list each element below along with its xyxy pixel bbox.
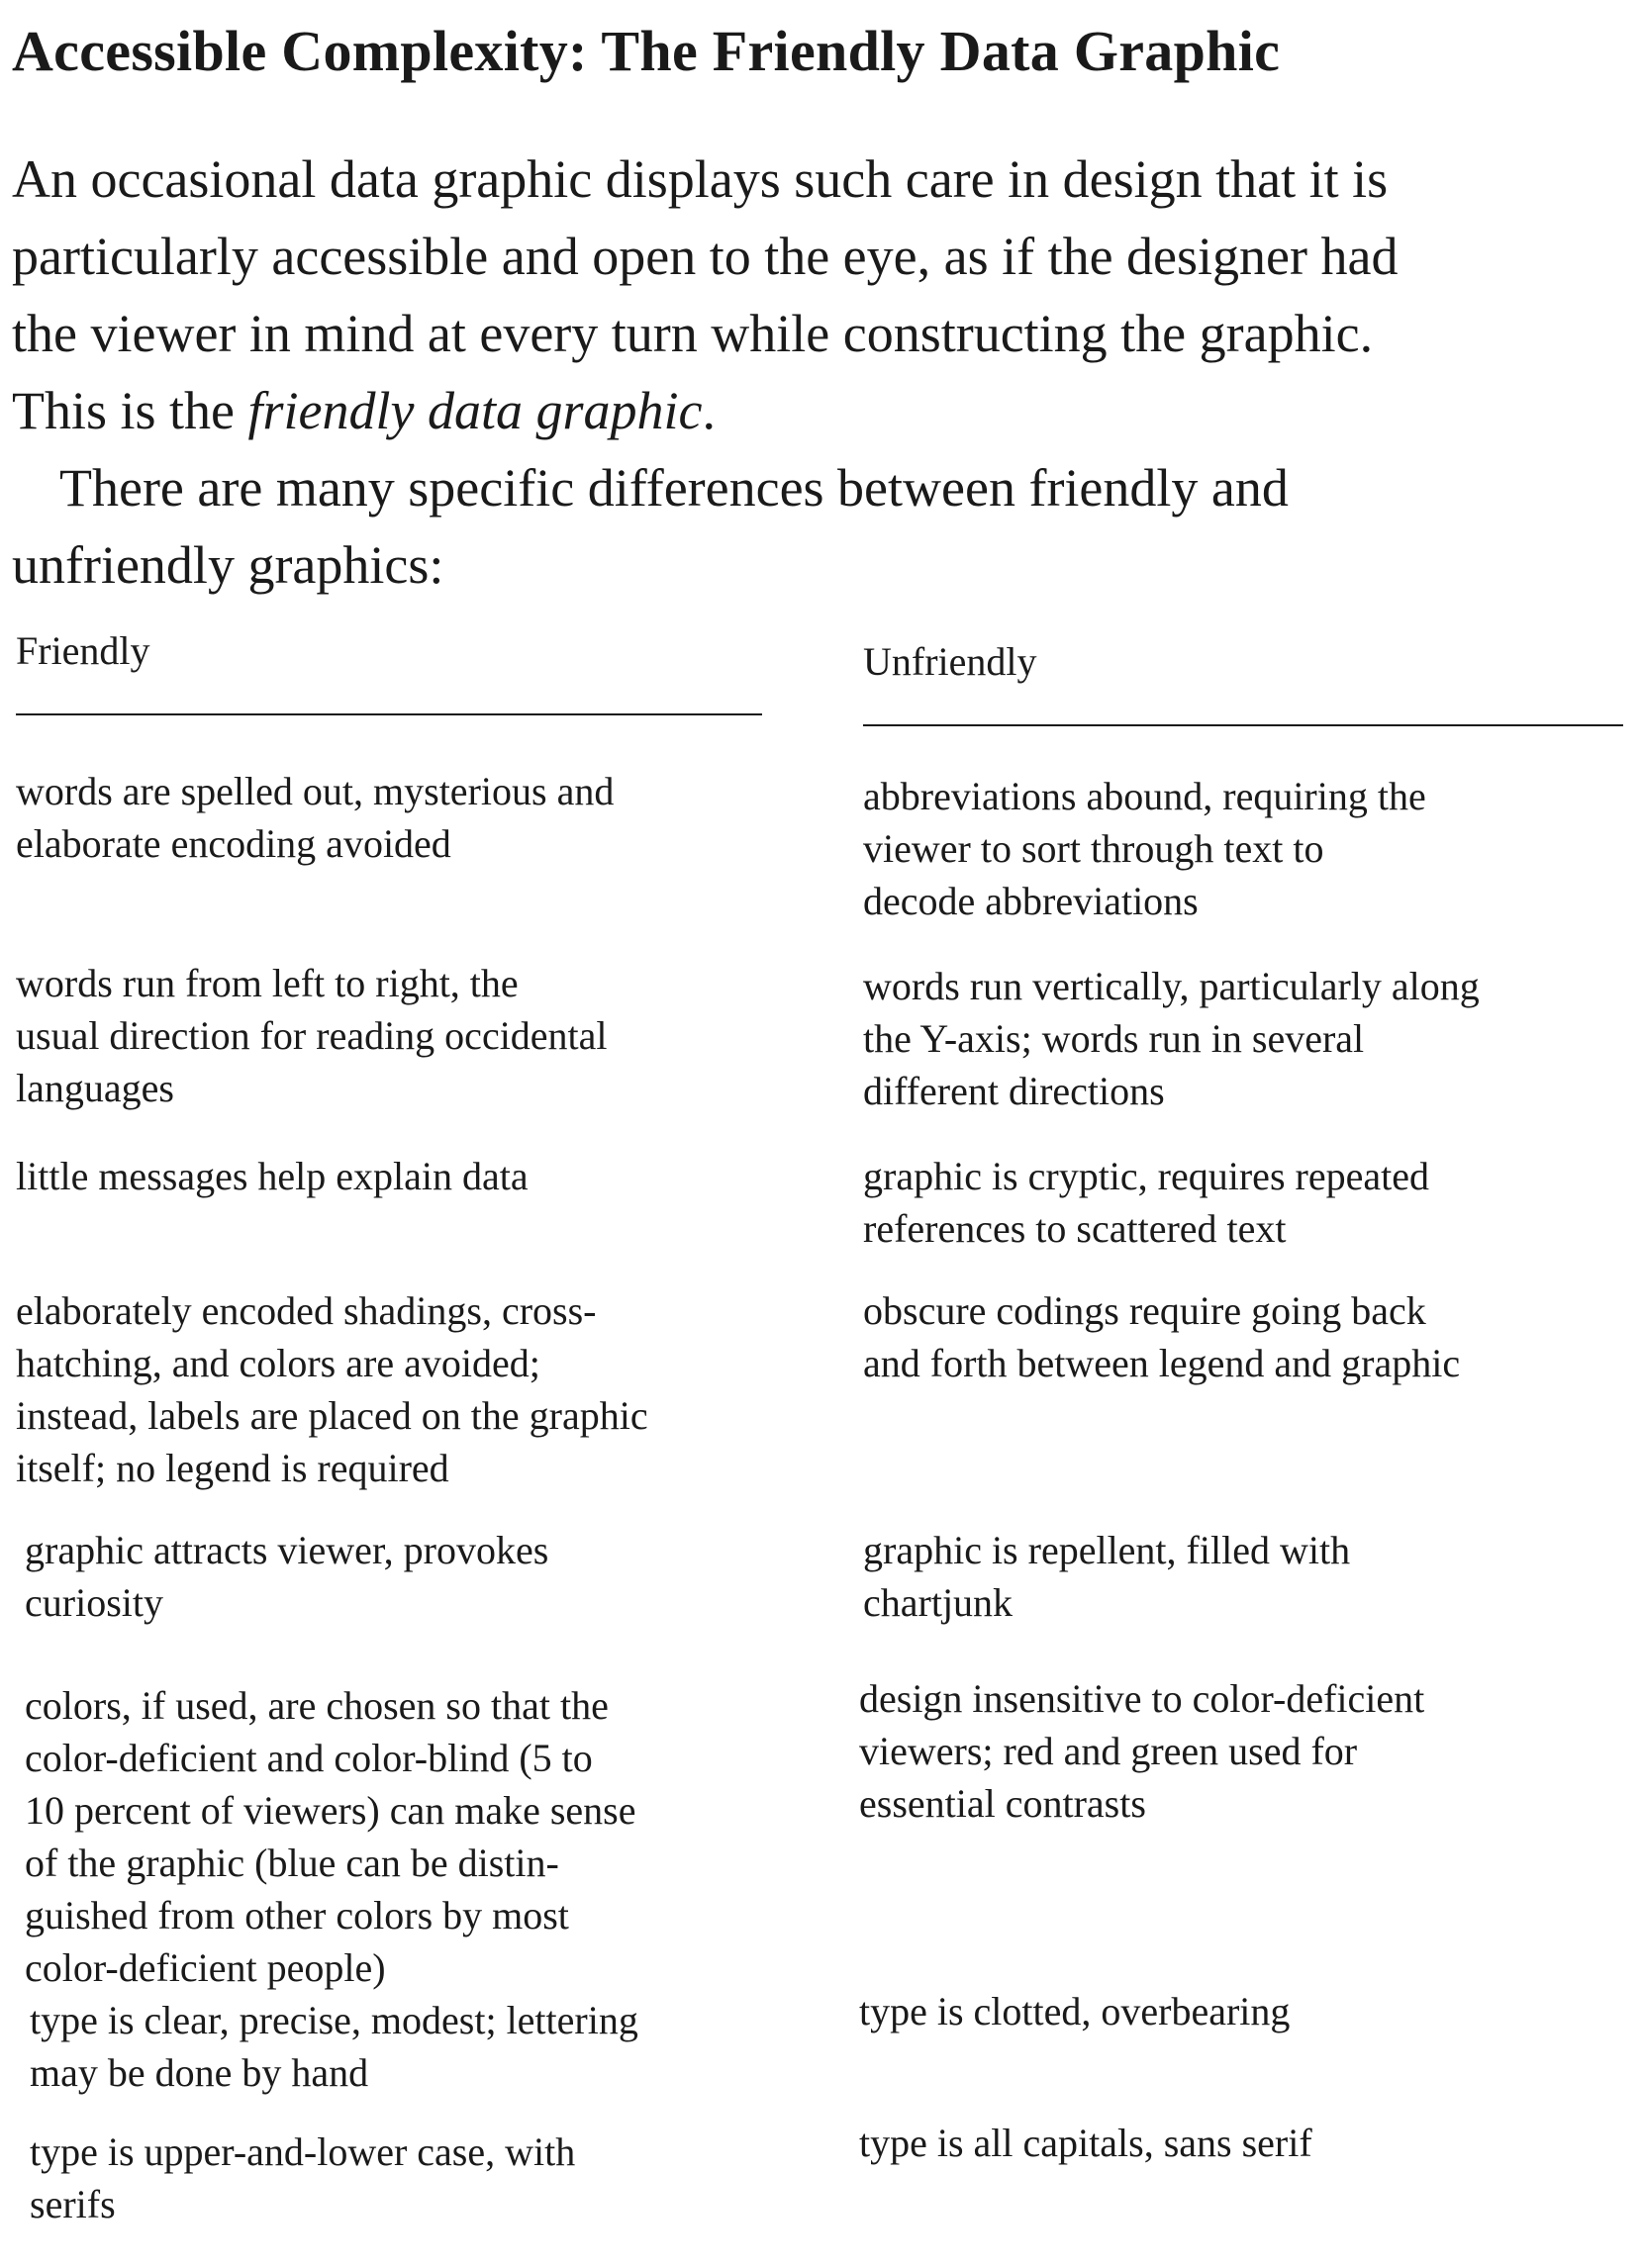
unfriendly-cell-line: graphic is cryptic, requires repeated: [863, 1154, 1429, 1198]
unfriendly-cell: [863, 770, 1426, 927]
friendly-cell: [25, 1679, 636, 1994]
unfriendly-header-rule: [863, 724, 1623, 726]
unfriendly-column-header: Unfriendly: [863, 639, 1037, 684]
unfriendly-cell-line: viewer to sort through text to: [863, 826, 1324, 871]
friendly-header-rule: [16, 713, 762, 715]
friendly-cell-line: 10 percent of viewers) can make sense: [25, 1788, 636, 1833]
unfriendly-cell-line: words run vertically, particularly along: [863, 964, 1480, 1008]
second-paragraph: [12, 449, 1289, 604]
friendly-cell-line: languages: [16, 1066, 174, 1110]
unfriendly-cell: [859, 2117, 1312, 2169]
intro-line: An occasional data graphic displays such care in design that it is: [12, 149, 1389, 209]
friendly-cell: [30, 1994, 638, 2099]
friendly-cell-line: color-deficient people): [25, 1945, 386, 1990]
friendly-cell-line: serifs: [30, 2182, 116, 2226]
unfriendly-cell-line: graphic is repellent, filled with: [863, 1528, 1351, 1572]
unfriendly-cell: [859, 1672, 1424, 1830]
friendly-cell-line: type is upper-and-lower case, with: [30, 2129, 576, 2174]
unfriendly-cell-line: chartjunk: [863, 1580, 1014, 1625]
unfriendly-cell: [863, 1284, 1460, 1389]
intro-line: particularly accessible and open to the eye, as if the designer had: [12, 227, 1399, 286]
friendly-cell-line: instead, labels are placed on the graphic: [16, 1393, 648, 1438]
friendly-cell: [25, 1524, 548, 1629]
friendly-cell-line: words run from left to right, the: [16, 961, 519, 1005]
intro-suffix: .: [702, 381, 716, 440]
friendly-cell-line: color-deficient and color-blind (5 to: [25, 1736, 593, 1780]
friendly-cell: [16, 765, 614, 870]
unfriendly-cell-line: the Y-axis; words run in several: [863, 1016, 1365, 1061]
friendly-cell-line: itself; no legend is required: [16, 1446, 449, 1490]
unfriendly-cell-line: decode abbreviations: [863, 879, 1199, 923]
friendly-cell-line: of the graphic (blue can be distin-: [25, 1841, 559, 1885]
unfriendly-cell: [859, 1985, 1290, 2037]
friendly-cell-line: colors, if used, are chosen so that the: [25, 1683, 609, 1728]
friendly-cell-line: may be done by hand: [30, 2050, 369, 2095]
unfriendly-cell-line: abbreviations abound, requiring the: [863, 774, 1426, 818]
intro-prefix: This is the: [12, 381, 248, 440]
unfriendly-cell-line: references to scattered text: [863, 1206, 1287, 1251]
unfriendly-cell: [863, 1524, 1350, 1629]
unfriendly-cell-line: type is all capitals, sans serif: [859, 2121, 1312, 2165]
unfriendly-cell-line: and forth between legend and graphic: [863, 1341, 1461, 1385]
friendly-cell-line: graphic attracts viewer, provokes: [25, 1528, 549, 1572]
second-paragraph-line: There are many specific differences between friendly and: [59, 458, 1289, 518]
friendly-cell-line: elaborately encoded shadings, cross-: [16, 1288, 597, 1333]
friendly-cell-line: elaborate encoding avoided: [16, 821, 451, 866]
friendly-cell: [16, 1150, 529, 1202]
unfriendly-cell-line: different directions: [863, 1069, 1165, 1113]
friendly-cell: [30, 2126, 575, 2230]
unfriendly-cell: [863, 960, 1480, 1117]
friendly-cell-line: hatching, and colors are avoided;: [16, 1341, 540, 1385]
intro-line: the viewer in mind at every turn while constructing the graphic.: [12, 304, 1374, 363]
unfriendly-cell-line: obscure codings require going back: [863, 1288, 1426, 1333]
friendly-cell-line: curiosity: [25, 1580, 163, 1625]
unfriendly-cell: [863, 1150, 1429, 1255]
friendly-cell-line: usual direction for reading occidental: [16, 1013, 608, 1058]
unfriendly-cell-line: viewers; red and green used for: [859, 1729, 1358, 1773]
friendly-cell-line: words are spelled out, mysterious and: [16, 769, 615, 813]
intro-paragraph: [12, 141, 1398, 449]
page-title: Accessible Complexity: The Friendly Data Graphic: [12, 19, 1281, 83]
friendly-cell-line: guished from other colors by most: [25, 1893, 569, 1937]
friendly-cell: [16, 1284, 648, 1494]
friendly-cell-line: type is clear, precise, modest; lettering: [30, 1998, 638, 2042]
friendly-column-header: Friendly: [16, 628, 150, 673]
friendly-cell: [16, 957, 608, 1114]
intro-emphasis: friendly data graphic: [247, 381, 703, 440]
unfriendly-cell-line: design insensitive to color-deficient: [859, 1676, 1425, 1721]
friendly-cell-line: little messages help explain data: [16, 1154, 529, 1198]
unfriendly-cell-line: essential contrasts: [859, 1781, 1146, 1826]
second-paragraph-line: unfriendly graphics:: [12, 535, 444, 595]
intro-last-line: [12, 372, 1398, 449]
unfriendly-cell-line: type is clotted, overbearing: [859, 1989, 1291, 2033]
